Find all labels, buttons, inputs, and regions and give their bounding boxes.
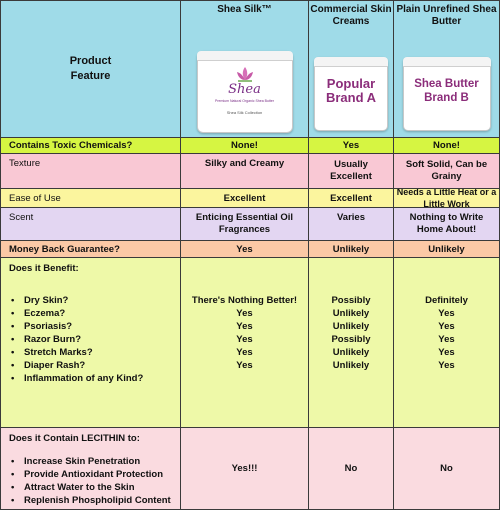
shea-silk-header xyxy=(181,0,309,138)
benefit-value: Yes xyxy=(236,360,253,371)
toxic-shea-silk: None! xyxy=(181,138,309,154)
product-feature-header xyxy=(0,0,181,138)
benefit-value: Yes xyxy=(236,347,253,358)
benefit-shea-silk-cell xyxy=(181,258,309,428)
row-label-scent xyxy=(0,208,181,241)
benefit-value: Unlikely xyxy=(332,360,370,371)
benefit-heading: Does it Benefit: xyxy=(9,263,79,274)
benefit-label-cell xyxy=(0,258,181,428)
lecithin-label-cell xyxy=(0,428,181,510)
benefit-commercial-values xyxy=(309,294,393,385)
benefit-value: Yes xyxy=(438,321,455,332)
benefit-value xyxy=(181,372,308,385)
scent-shea-silk-text: Enticing Essential Oil Fragrances xyxy=(195,212,294,235)
benefit-value: Yes xyxy=(438,347,455,358)
texture-shea-butter-text: Soft Solid, Can be Grainy xyxy=(405,159,488,182)
row-label-texture xyxy=(0,154,181,189)
lecithin-commercial: No xyxy=(309,428,394,510)
benefit-value xyxy=(309,372,393,385)
texture-commercial-text: Usually Excellent xyxy=(330,159,372,182)
benefit-shea-butter-cell xyxy=(394,258,500,428)
commercial-creams-title: Commercial Skin Creams xyxy=(310,4,392,27)
brand-b-jar-label: Shea Butter Brand B xyxy=(414,78,479,104)
shea-silk-title: Shea Silk™ xyxy=(217,4,272,15)
shea-butter-title: Plain Unrefined Shea Butter xyxy=(396,4,497,27)
list-item: • Provide Antioxidant Protection xyxy=(11,468,171,481)
list-item: • Inflammation of any Kind? xyxy=(11,372,143,385)
benefit-value: Unlikely xyxy=(332,321,370,332)
row-label-toxic: Contains Toxic Chemicals? xyxy=(0,138,181,154)
lecithin-shea-silk: Yes!!! xyxy=(181,428,309,510)
benefit-value: Possibly xyxy=(331,295,371,306)
scent-commercial-text: Varies xyxy=(337,212,365,223)
benefit-value: Yes xyxy=(438,334,455,345)
scent-shea-butter-text: Nothing to Write Home About! xyxy=(409,212,484,235)
scent-shea-silk xyxy=(181,208,309,241)
list-item: • Diaper Rash? xyxy=(11,359,143,372)
brand-a-jar-image xyxy=(309,57,393,131)
benefit-value: Unlikely xyxy=(332,308,370,319)
ease-shea-butter-text: Needs a Little Heat or a Little Work xyxy=(396,189,497,208)
benefit-value: Yes xyxy=(236,321,253,332)
shea-silk-jar-caption: Shea Silk Collection xyxy=(226,110,263,115)
texture-shea-silk-text: Silky and Creamy xyxy=(204,158,285,169)
list-item: • Eczema? xyxy=(11,307,143,320)
scent-label-text: Scent xyxy=(9,212,34,223)
benefit-value: Yes xyxy=(438,360,455,371)
money-back-shea-silk: Yes xyxy=(181,241,309,258)
list-item: • Replenish Phospholipid Content xyxy=(11,494,171,507)
list-item: • Stretch Marks? xyxy=(11,346,143,359)
list-item: • Dry Skin? xyxy=(11,294,143,307)
benefit-value: Definitely xyxy=(425,295,468,306)
row-label-money-back: Money Back Guarantee? xyxy=(0,241,181,258)
shea-silk-jar-logo: Shea xyxy=(228,82,261,97)
ease-commercial: Excellent xyxy=(309,189,394,208)
list-item: • Attract Water to the Skin xyxy=(11,481,171,494)
lotus-flower-icon xyxy=(233,65,257,83)
benefit-list xyxy=(11,294,143,385)
benefit-value: Unlikely xyxy=(332,347,370,358)
list-item: • Increase Skin Penetration xyxy=(11,455,171,468)
toxic-commercial: Yes xyxy=(309,138,394,154)
benefit-shea-silk-values xyxy=(181,294,308,385)
texture-shea-silk xyxy=(181,154,309,189)
shea-silk-jar-logo-sub: Premium Natural Organic Shea Butter xyxy=(215,99,274,103)
brand-b-jar-image xyxy=(394,57,499,131)
row-label-ease: Ease of Use xyxy=(0,189,181,208)
product-feature-label: Product Feature xyxy=(69,55,112,82)
benefit-value: Yes xyxy=(236,334,253,345)
scent-commercial xyxy=(309,208,394,241)
shea-butter-header xyxy=(394,0,500,138)
money-back-shea-butter: Unlikely xyxy=(394,241,500,258)
benefit-value: Possibly xyxy=(331,334,371,345)
money-back-commercial: Unlikely xyxy=(309,241,394,258)
commercial-creams-header xyxy=(309,0,394,138)
texture-shea-butter xyxy=(394,154,500,189)
benefit-value: Yes xyxy=(236,308,253,319)
lecithin-list xyxy=(11,455,171,507)
list-item: • Psoriasis? xyxy=(11,320,143,333)
lecithin-heading: Does it Contain LECITHIN to: xyxy=(9,433,140,444)
lecithin-shea-butter: No xyxy=(394,428,500,510)
ease-shea-silk: Excellent xyxy=(181,189,309,208)
benefit-commercial-cell xyxy=(309,258,394,428)
ease-shea-butter xyxy=(394,189,500,208)
shea-silk-jar-image xyxy=(181,51,308,133)
benefit-value: Yes xyxy=(438,308,455,319)
toxic-shea-butter: None! xyxy=(394,138,500,154)
benefit-shea-butter-values xyxy=(394,294,499,385)
texture-label-text: Texture xyxy=(9,158,41,169)
benefit-value xyxy=(394,372,499,385)
list-item: • Razor Burn? xyxy=(11,333,143,346)
scent-shea-butter xyxy=(394,208,500,241)
benefit-value: There's Nothing Better! xyxy=(191,295,298,306)
texture-commercial xyxy=(309,154,394,189)
brand-a-jar-label: Popular Brand A xyxy=(325,76,377,105)
